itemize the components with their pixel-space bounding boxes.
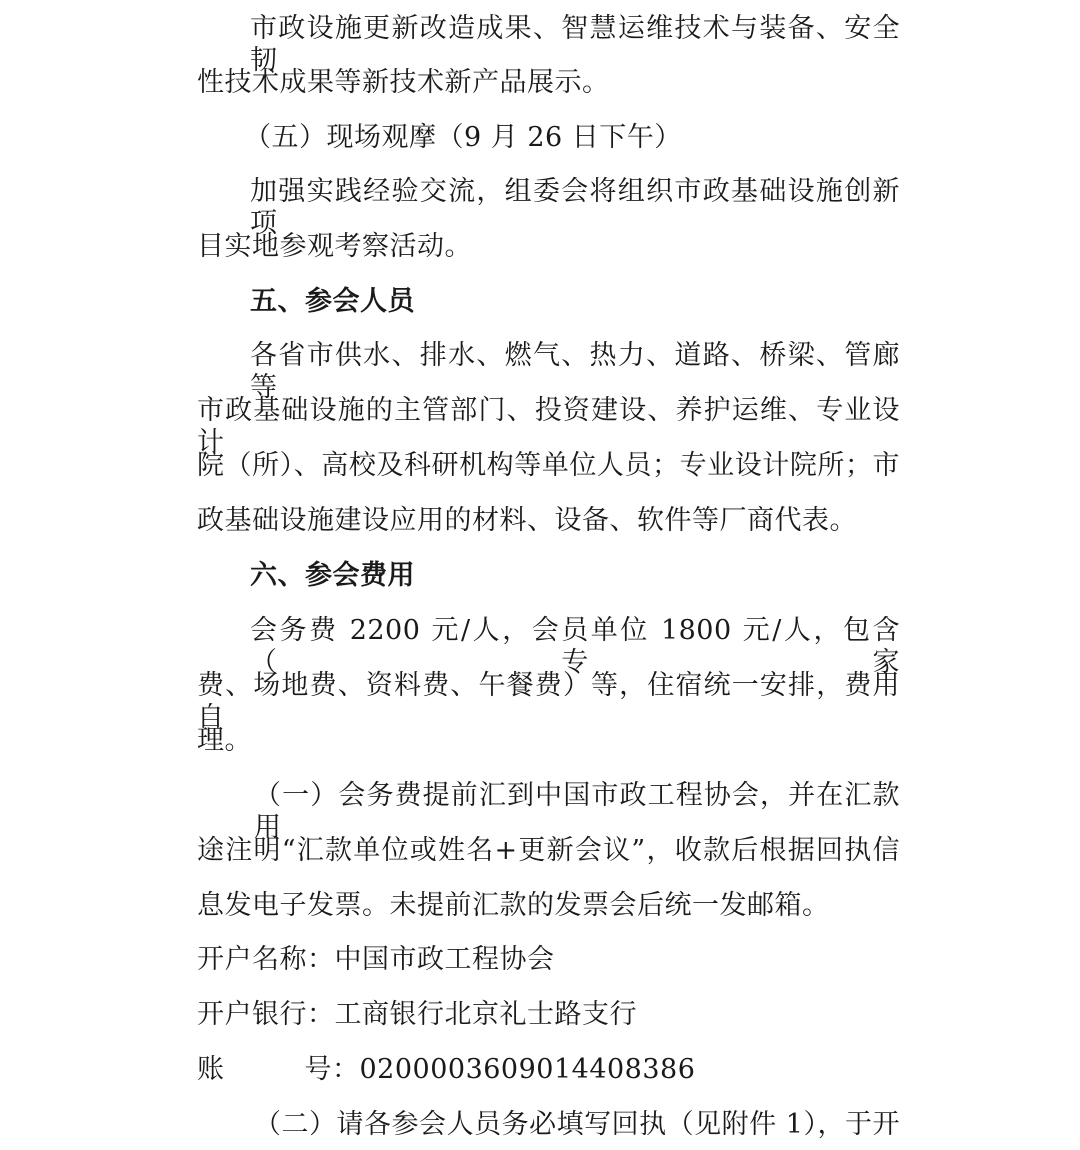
account-number-value: ：0200003609014408386 [332, 1054, 696, 1085]
body-line: 院（所）、高校及科研机构等单位人员；专业设计院所；市 [197, 450, 900, 481]
body-line: 加强实践经验交流，组委会将组织市政基础设施创新项 [250, 176, 900, 239]
account-number-label: 账 号 [197, 1054, 332, 1085]
body-line: 会务费 2200 元/人，会员单位 1800 元/人，包含（专家 [250, 615, 900, 678]
body-line: 各省市供水、排水、燃气、热力、道路、桥梁、管廊等 [250, 340, 900, 403]
body-line: 目实地参观考察活动。 [197, 231, 472, 262]
body-line: 途注明“汇款单位或姓名+更新会议”，收款后根据回执信 [197, 835, 900, 866]
subsection-heading: （五）现场观摩（9 月 26 日下午） [244, 122, 682, 153]
section-heading: 五、参会人员 [250, 286, 415, 317]
body-line: 息发电子发票。未提前汇款的发票会后统一发邮箱。 [197, 890, 830, 921]
body-line: 性技术成果等新技术新产品展示。 [197, 67, 610, 98]
body-line: （一）会务费提前汇到中国市政工程协会，并在汇款用 [254, 780, 900, 843]
body-line: 市政设施更新改造成果、智慧运维技术与装备、安全韧 [250, 13, 900, 76]
account-name-line: 开户名称：中国市政工程协会 [197, 944, 555, 975]
section-heading: 六、参会费用 [250, 560, 415, 591]
account-number-line [197, 1054, 695, 1086]
body-line: 理。 [197, 725, 252, 756]
body-line: （二）请各参会人员务必填写回执（见附件 1），于开 [254, 1109, 900, 1140]
account-bank-line: 开户银行：工商银行北京礼士路支行 [197, 999, 637, 1030]
body-line: 费、场地费、资料费、午餐费）等，住宿统一安排，费用自 [197, 670, 900, 733]
body-line: 市政基础设施的主管部门、投资建设、养护运维、专业设计 [197, 395, 900, 458]
body-line: 政基础设施建设应用的材料、设备、软件等厂商代表。 [197, 505, 857, 536]
